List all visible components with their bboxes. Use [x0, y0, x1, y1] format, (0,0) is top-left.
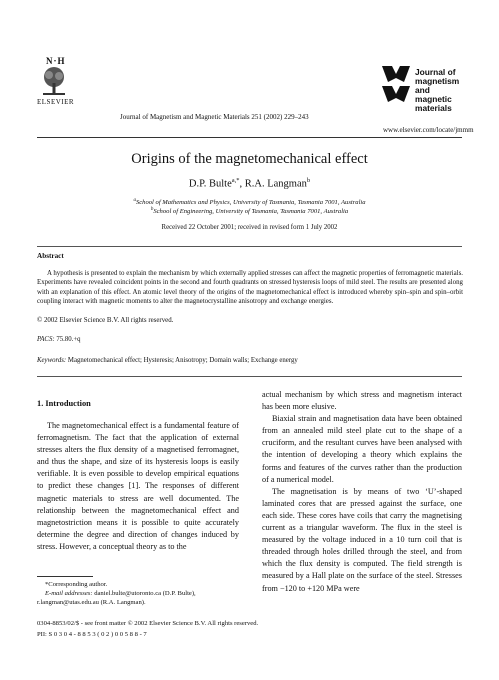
issn-line: 0304-8853/02/$ - see front matter © 2002 Elsevier Science B.V. All rights reserved. — [37, 620, 259, 627]
pacs-label: PACS: — [37, 336, 55, 343]
left-column — [37, 420, 239, 553]
logo-line: and — [415, 85, 430, 95]
footnote-divider — [37, 576, 93, 577]
corresponding-author-note: *Corresponding author. — [45, 581, 108, 588]
pacs-code: 75.80.+q — [54, 336, 81, 343]
affiliation-a — [0, 198, 499, 206]
logo-line: Journal of — [415, 67, 456, 77]
journal-citation: Journal of Magnetism and Magnetic Materials 251 (2002) 229–243 — [120, 113, 309, 121]
received-dates: Received 22 October 2001; received in revised form 1 July 2002 — [161, 224, 338, 231]
publisher-name: ELSEVIER — [37, 98, 75, 106]
author-affiliation-marker: a,* — [231, 177, 240, 184]
affiliation-marker: b — [150, 207, 154, 212]
publisher-monogram: N·H — [46, 56, 66, 66]
journal-logo-text — [415, 68, 459, 113]
abstract-text: A hypothesis is presented to explain the mechanism by which externally applied stresses can affect the magnetic properties of ferromagnetic materials. Experiments have revealed coincident points in the second and fourth quadrants on stressed hysteresis loops of mild steel. The results are presented along with an explanation of this effect. An atomic level theory of the origins of the magnetomechanical effect is introduced whereby spin–spin and spin–orbit coupling interact with magnetic moments to alter the magnetocrystalline anisotropy and exchange energies. — [37, 270, 463, 306]
header-divider — [37, 137, 462, 138]
elsevier-tree-logo — [40, 66, 68, 96]
abstract-top-divider — [37, 246, 462, 247]
abstract-copyright: © 2002 Elsevier Science B.V. All rights reserved. — [37, 317, 174, 324]
pacs-line — [37, 336, 81, 343]
body-paragraph: The magnetisation is by means of two ‘U’-shaped laminated cores that are pressed against the surface, one each side. These cores have coils that carry the magnetising current as a triangular waveform. The flux in the steel is measured by the voltage induced in a 10 turn coil that is threaded through holes drilled through the steel, and from which the flux density is computed. The field strength is measured by a Hall plate on the surface of the steel. Stresses from −120 to +120 MPa were — [262, 486, 462, 593]
email-addresses: daniel.bulte@utoronto.ca (D.P. Bulte), r.langman@utas.edu.au (R.A. Langman). — [37, 590, 196, 606]
body-paragraph: Biaxial strain and magnetisation data have been obtained from an annealed mild steel plate cut to the shape of a cruciform, and the resultant curves have been analysed with the intention of developing a theory which explains the forms and features of the curves rather than the production of a numerical model. — [262, 414, 462, 484]
affiliation-text: School of Mathematics and Physics, University of Tasmania, Tasmania 7001, Australia — [135, 199, 366, 207]
email-footnote — [37, 589, 239, 607]
abstract-heading: Abstract — [37, 252, 64, 260]
body-paragraph: actual mechanism by which stress and magnetism interact has been more elusive. — [262, 390, 462, 412]
logo-line: magnetism — [415, 76, 460, 86]
journal-website-link[interactable]: www.elsevier.com/locate/jmmm — [383, 126, 474, 134]
author-separator: , — [239, 178, 245, 190]
logo-line: materials — [415, 103, 452, 113]
affiliation-text: School of Engineering, University of Tasmania, Tasmania 7001, Australia — [153, 208, 349, 216]
author-line — [0, 177, 499, 190]
author-name: D.P. Bulte — [188, 178, 232, 190]
logo-line: magnetic — [415, 94, 452, 104]
article-title: Origins of the magnetomechanical effect — [131, 151, 368, 167]
right-column — [262, 389, 462, 595]
abstract-bottom-divider — [37, 376, 462, 377]
affiliation-marker: a — [133, 198, 136, 203]
pii-line: PII: S 0 3 0 4 - 8 8 5 3 ( 0 2 ) 0 0 5 8 8 - 7 — [37, 631, 147, 638]
keywords-list: Magnetomechanical effect; Hysteresis; Anisotropy; Domain walls; Exchange energy — [66, 357, 298, 364]
keywords-label: Keywords: — [37, 357, 67, 364]
body-paragraph: The magnetomechanical effect is a fundamental feature of ferromagnetism. The fact that the application of external stresses alters the flux density of a magnetised ferromagnet, and thus the shape, and size of its hysteresis loops is easily verifiable. It is even possible to develop empirical equations to predict these changes [1]. The responses of different magnetic materials to stress are well documented. The relationship between the magnetomechanical effect and magnetostriction means it is possible to quite accurately determine the degree and direction of changes induced by stress. However, a conceptual theory as to the — [37, 421, 239, 551]
author-name: R.A. Langman — [244, 178, 307, 190]
section-heading: 1. Introduction — [37, 399, 91, 408]
author-affiliation-marker: b — [306, 177, 311, 184]
email-label: E-mail addresses: — [45, 590, 93, 597]
affiliation-b — [0, 207, 499, 215]
keywords-line — [37, 357, 298, 364]
